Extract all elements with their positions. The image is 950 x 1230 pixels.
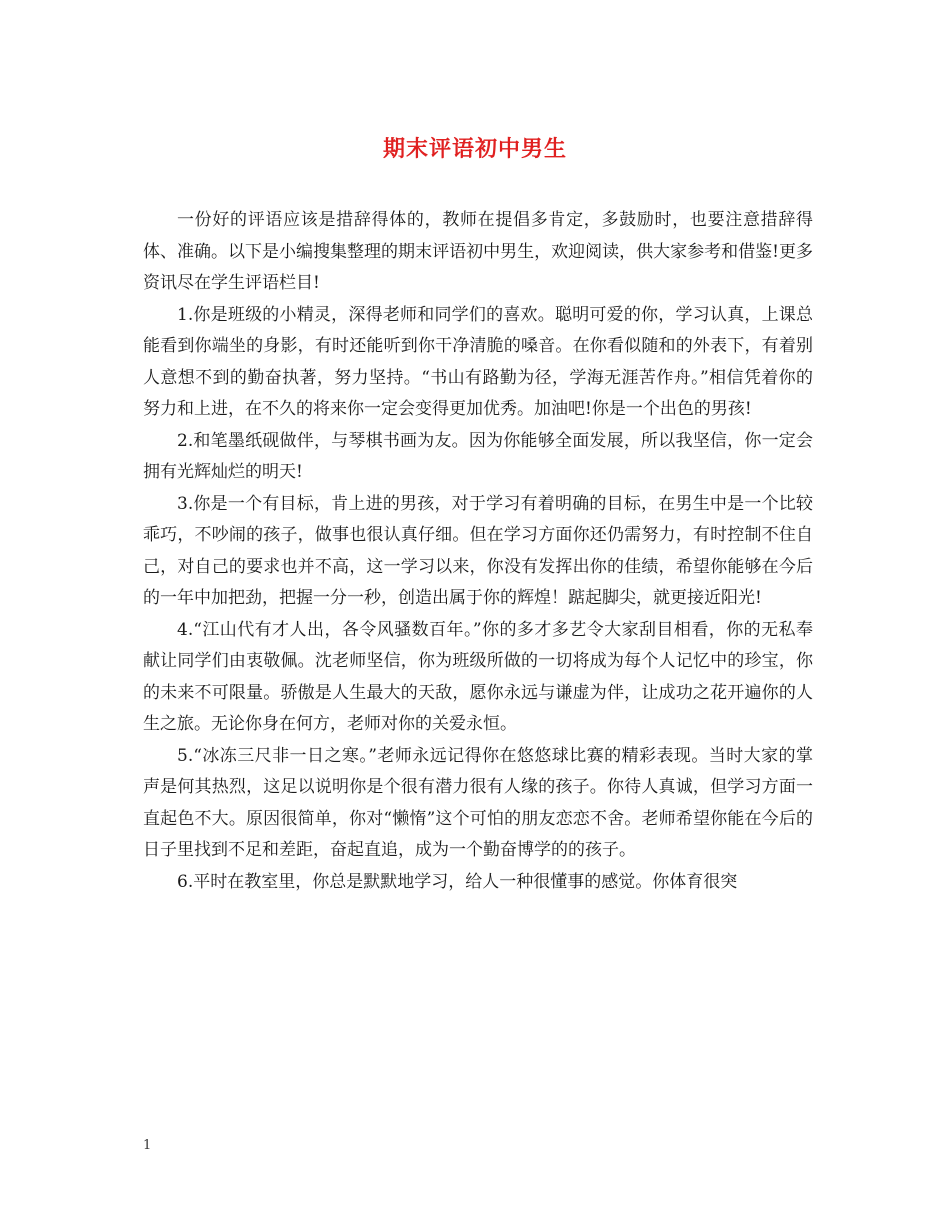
- page-number: 1: [143, 1138, 152, 1153]
- document-body: [143, 205, 813, 898]
- comment-paragraph-2: 2.和笔墨纸砚做伴，与琴棋书画为友。因为你能够全面发展，所以我坚信，你一定会拥有光辉灿烂的明天!: [143, 430, 813, 482]
- document-title: 期末评语初中男生: [382, 137, 567, 162]
- comment-paragraph-5: 5.“冰冻三尺非一日之寒。”老师永远记得你在悠悠球比赛的精彩表现。当时大家的掌声是何其热烈，这足以说明你是个很有潜力很有人缘的孩子。你待人真诚，但学习方面一直起色不大。原因很简单，你对“懒惰”这个可怕的朋友恋恋不舍。老师希望你能在今后的日子里找到不足和差距，奋起直追，成为一个勤奋博学的的孩子。: [143, 745, 813, 860]
- comment-paragraph-6: 6.平时在教室里，你总是默默地学习，给人一种很懂事的感觉。你体育很突: [177, 871, 738, 892]
- comment-paragraph-3: 3.你是一个有目标，肯上进的男孩，对于学习有着明确的目标，在男生中是一个比较乖巧，不吵闹的孩子，做事也很认真仔细。但在学习方面你还仍需努力，有时控制不住自己，对自己的要求也并不高，这一学习以来，你没有发挥出你的佳绩，希望你能够在今后的一年中加把劲，把握一分一秒，创造出属于你的辉煌！踮起脚尖，就更接近阳光!: [143, 493, 813, 608]
- comment-paragraph-1: 1.你是班级的小精灵，深得老师和同学们的喜欢。聪明可爱的你，学习认真，上课总能看到你端坐的身影，有时还能听到你干净清脆的嗓音。在你看似随和的外表下，有着别人意想不到的勤奋执著，努力坚持。“书山有路勤为径，学海无涯苦作舟。”相信凭着你的努力和上进，在不久的将来你一定会变得更加优秀。加油吧!你是一个出色的男孩!: [143, 304, 813, 419]
- comment-paragraph-4: 4.“江山代有才人出，各令风骚数百年。”你的多才多艺令大家刮目相看，你的无私奉献让同学们由衷敬佩。沈老师坚信，你为班级所做的一切将成为每个人记忆中的珍宝，你的未来不可限量。骄傲是人生最大的天敌，愿你永远与谦虚为伴，让成功之花开遍你的人生之旅。无论你身在何方，老师对你的关爱永恒。: [143, 619, 813, 734]
- intro-paragraph: 一份好的评语应该是措辞得体的，教师在提倡多肯定，多鼓励时，也要注意措辞得体、准确。以下是小编搜集整理的期末评语初中男生，欢迎阅读，供大家参考和借鉴!更多资讯尽在学生评语栏目!: [143, 210, 813, 293]
